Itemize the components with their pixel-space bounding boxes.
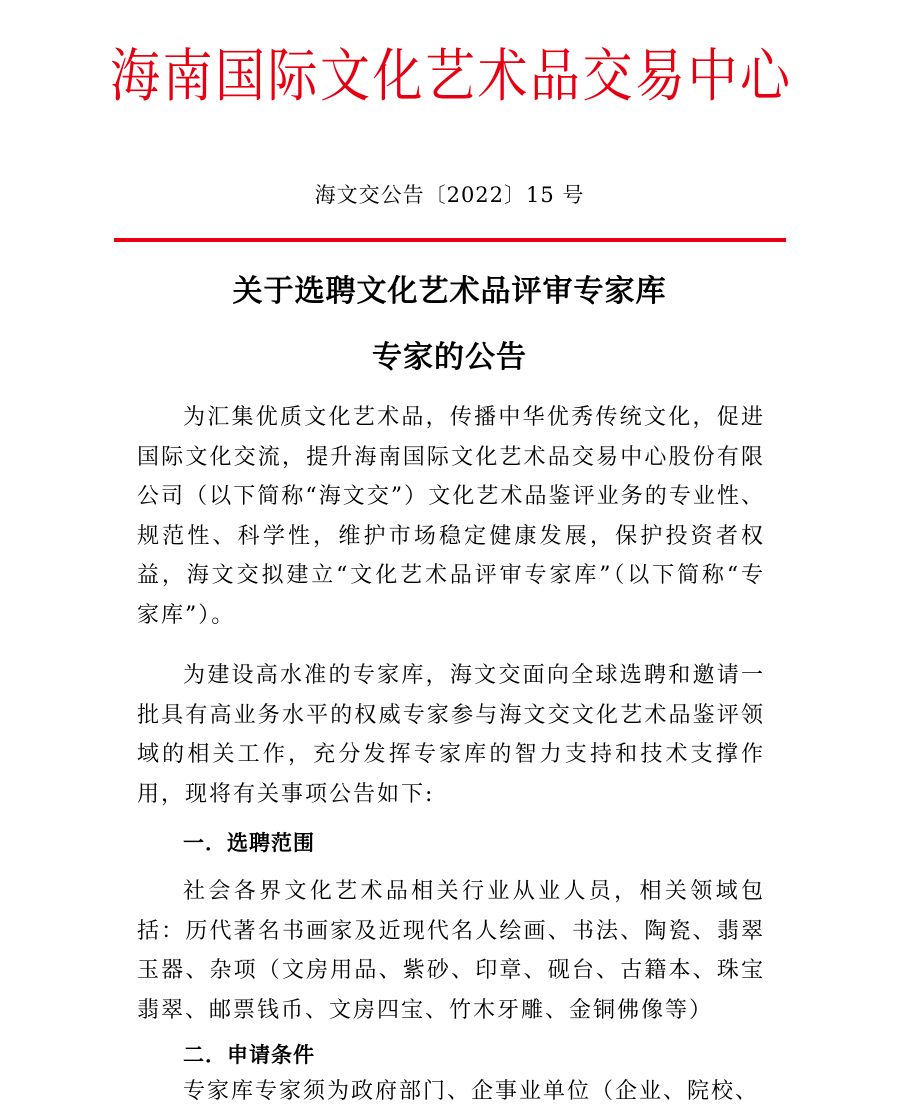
org-char: 交 <box>582 42 633 110</box>
organization-header <box>110 38 790 114</box>
org-char: 化 <box>372 42 423 110</box>
document-number: 海文交公告〔2022〕15 号 <box>314 183 585 207</box>
org-char: 艺 <box>425 42 475 110</box>
scope-paragraph: 社会各界文化艺术品相关行业从业人员，相关领域包括：历代著名书画家及近现代名人绘画、书法、陶瓷、翡翠玉器、杂项（文房用品、紫砂、印章、砚台、古籍本、珠宝翡翠、邮票钱币、文房四宝、竹木牙雕、金铜佛像等） <box>137 879 765 1023</box>
org-char: 国 <box>215 42 265 110</box>
org-char: 心 <box>740 42 790 110</box>
org-char: 品 <box>530 42 580 110</box>
org-char: 文 <box>320 42 370 110</box>
document-title-line-1: 关于选聘文化艺术品评审专家库 <box>232 274 667 309</box>
org-char: 术 <box>477 42 528 110</box>
section-heading-conditions: 二．申请条件 <box>183 1043 315 1067</box>
red-divider <box>114 238 786 242</box>
org-char: 海 <box>110 42 160 110</box>
org-char: 际 <box>267 42 318 110</box>
document-title-line-2: 专家的公告 <box>372 340 527 375</box>
purpose-paragraph: 为建设高水准的专家库，海文交面向全球选聘和邀请一批具有高业务水平的权威专家参与海文交文化艺术品鉴评领域的相关工作，充分发挥专家库的智力支持和技术支撑作用，现将有关事项公告如下: <box>137 663 765 807</box>
org-char: 易 <box>635 42 685 110</box>
org-char: 中 <box>687 42 738 110</box>
org-char: 南 <box>162 42 213 110</box>
conditions-paragraph: 专家库专家须为政府部门、企事业单位（企业、院校、 <box>183 1079 760 1104</box>
intro-paragraph: 为汇集优质文化艺术品，传播中华优秀传统文化，促进国际文化交流，提升海南国际文化艺术品交易中心股份有限公司（以下简称“海文交”）文化艺术品鉴评业务的专业性、规范性、科学性，维护市场稳定健康发展，保护投资者权益，海文交拟建立“文化艺术品评审专家库”（以下简称“专家库”）。 <box>137 405 765 628</box>
section-heading-scope: 一．选聘范围 <box>183 831 315 855</box>
